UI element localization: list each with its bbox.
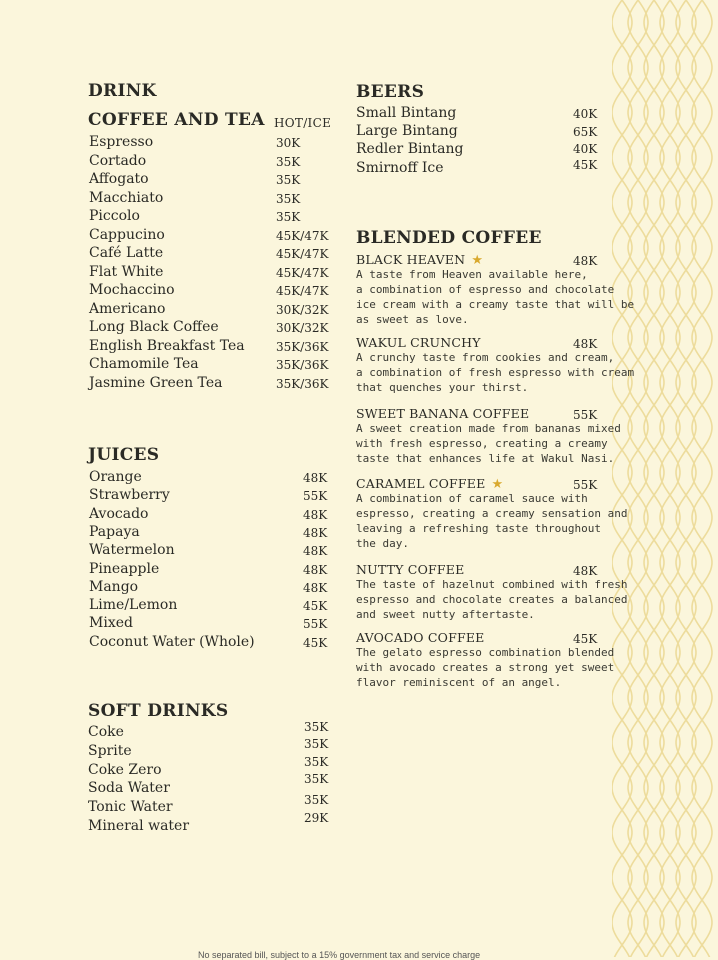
menu-item-name: Piccolo xyxy=(89,208,140,224)
menu-item-price: 40K xyxy=(573,142,598,157)
menu-item-price: 55K xyxy=(303,617,328,632)
menu-item-price: 48K xyxy=(303,507,328,522)
menu-item-name: Jasmine Green Tea xyxy=(89,374,223,391)
menu-item-price: 45K/47K xyxy=(276,247,329,261)
menu-item-name: Affogato xyxy=(89,171,149,187)
menu-item-price: 35K/36K xyxy=(276,358,329,372)
menu-item-price: 45K/47K xyxy=(276,228,329,243)
drink-heading: DRINK xyxy=(88,81,157,101)
menu-item-name: Mango xyxy=(89,578,139,595)
blended-item-price: 48K xyxy=(573,254,598,268)
menu-item-price: 30K/32K xyxy=(276,302,329,317)
blended-item-description: The gelato espresso combination blended with avocado creates a strong yet sweet flavor reminiscent of an angel. xyxy=(356,646,615,689)
menu-item-price: 48K xyxy=(303,562,328,577)
menu-item-name: Lime/Lemon xyxy=(89,597,178,614)
blended-item-description: A sweet creation made from bananas mixed with fresh espresso, creating a creamy taste that enhances life at Wakul Nasi. xyxy=(356,422,621,465)
menu-item-name: Flat White xyxy=(89,263,164,280)
blended-item-name: WAKUL CRUNCHY xyxy=(356,335,481,350)
menu-item-price: 55K xyxy=(303,489,328,504)
blended-item-description: A combination of caramel sauce with espresso, creating a creamy sensation and leaving a refreshing taste throughout the day. xyxy=(356,492,628,550)
menu-item-price: 35K xyxy=(304,793,329,808)
menu-item-name: Orange xyxy=(89,469,142,485)
menu-item-price: 35K/36K xyxy=(276,339,329,354)
blended-item-description: The taste of hazelnut combined with fresh espresso and chocolate creates a balanced and sweet nutty aftertaste. xyxy=(356,578,628,621)
blended-item-price: 55K xyxy=(573,408,598,422)
menu-item-price: 30K xyxy=(276,136,301,150)
menu-item-price: 29K xyxy=(304,811,329,825)
menu-item-name: English Breakfast Tea xyxy=(89,337,245,354)
menu-item-name: Strawberry xyxy=(89,487,170,504)
menu-item-name: Smirnoff Ice xyxy=(356,159,444,176)
menu-item-price: 35K xyxy=(304,754,329,769)
menu-item-price: 45K/47K xyxy=(276,265,329,280)
juices-title: JUICES xyxy=(88,445,160,465)
soft-drinks-title: SOFT DRINKS xyxy=(88,701,229,721)
blended-item-price: 45K xyxy=(573,632,598,646)
menu-item-name: Pineapple xyxy=(89,560,160,577)
menu-item-name: Redler Bintang xyxy=(356,141,464,158)
menu-item-price: 35K xyxy=(276,173,301,187)
menu-item-price: 48K xyxy=(303,471,328,485)
blended-item-price: 48K xyxy=(573,564,598,578)
menu-item-price: 35K xyxy=(304,736,329,751)
menu-item-name: Café Latte xyxy=(89,245,164,261)
menu-item-price: 45K xyxy=(303,599,328,614)
menu-item-name: Mochaccino xyxy=(89,282,175,298)
menu-item-name: Long Black Coffee xyxy=(89,319,219,335)
menu-item-price: 48K xyxy=(303,525,328,540)
menu-item-price: 35K xyxy=(276,210,301,224)
footnote: No separated bill, subject to a 15% government tax and service charge xyxy=(198,950,481,960)
menu-item-name: Coconut Water (Whole) xyxy=(89,633,255,650)
blended-item-name: BLACK HEAVEN ★ xyxy=(356,252,484,268)
menu-item-name: Large Bintang xyxy=(356,123,458,140)
menu-item-name: Macchiato xyxy=(89,189,164,206)
menu-item-name: Tonic Water xyxy=(88,799,173,816)
menu-item-name: Soda Water xyxy=(88,780,170,797)
menu-item-price: 45K xyxy=(303,635,328,650)
star-icon: ★ xyxy=(471,253,484,268)
menu-item-price: 35K xyxy=(304,720,329,734)
menu-item-name: Avocado xyxy=(89,505,149,522)
blended-item-price: 55K xyxy=(573,478,598,492)
menu-item-price: 30K/32K xyxy=(276,321,329,335)
coffee-tea-title: COFFEE AND TEA xyxy=(88,110,265,130)
menu-item-price: 35K xyxy=(276,154,301,169)
menu-item-price: 40K xyxy=(573,107,598,121)
menu-item-name: Mixed xyxy=(89,615,133,632)
menu-item-price: 45K xyxy=(573,157,598,172)
menu-item-name: Papaya xyxy=(89,523,140,540)
blended-item-name: AVOCADO COFFEE xyxy=(356,630,485,645)
beers-title: BEERS xyxy=(356,82,425,102)
blended-item-description: A taste from Heaven available here, a combination of espresso and chocolate ice cream with a creamy taste that will be as sweet as love. xyxy=(356,268,635,326)
hot-ice-label: HOT/ICE xyxy=(274,116,332,130)
menu-item-name: Espresso xyxy=(89,134,154,150)
blended-item-name: CARAMEL COFFEE ★ xyxy=(356,476,504,492)
blended-item-name: SWEET BANANA COFFEE xyxy=(356,406,530,421)
wave-decoration xyxy=(612,0,718,957)
menu-item-name: Watermelon xyxy=(89,542,175,559)
menu-item-price: 45K/47K xyxy=(276,284,329,298)
menu-item-name: Mineral water xyxy=(88,818,190,834)
menu-item-name: Small Bintang xyxy=(356,105,457,121)
menu-item-price: 35K xyxy=(276,191,301,206)
menu-item-name: Chamomile Tea xyxy=(89,356,199,372)
menu-item-price: 48K xyxy=(303,580,328,595)
menu-item-price: 65K xyxy=(573,125,598,140)
menu-item-name: Americano xyxy=(89,300,166,317)
blended-item-price: 48K xyxy=(573,337,598,351)
menu-item-name: Coke Zero xyxy=(88,761,162,778)
menu-item-price: 35K/36K xyxy=(276,376,329,391)
menu-item-price: 48K xyxy=(303,544,328,559)
menu-item-name: Sprite xyxy=(88,742,132,759)
menu-item-price: 35K xyxy=(304,772,329,787)
blended-item-description: A crunchy taste from cookies and cream, a combination of fresh espresso with cream that quenches your thirst. xyxy=(356,351,635,394)
blended-coffee-title: BLENDED COFFEE xyxy=(356,228,542,248)
menu-item-name: Coke xyxy=(88,724,124,740)
menu-item-name: Cortado xyxy=(89,152,147,169)
blended-item-name: NUTTY COFFEE xyxy=(356,562,465,577)
menu-item-name: Cappucino xyxy=(89,226,165,243)
star-icon: ★ xyxy=(491,477,504,492)
